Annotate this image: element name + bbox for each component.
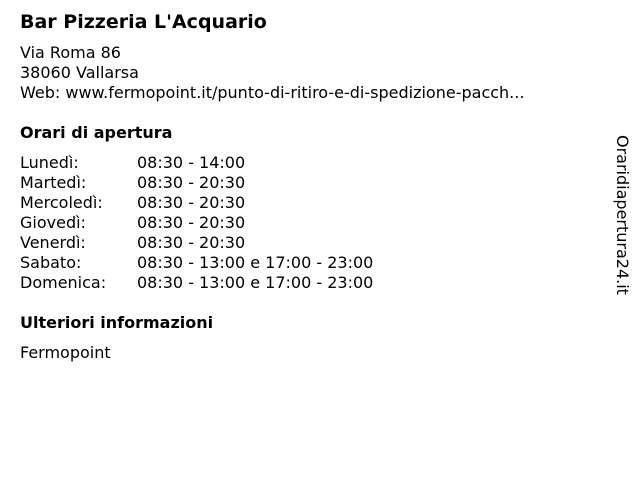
hours-row [20,193,373,213]
time-range: 08:30 - 20:30 [137,213,246,232]
time-range: 08:30 - 20:30 [137,233,246,252]
time-range: 08:30 - 14:00 [137,153,246,172]
hours-row [20,253,373,273]
day-label: Giovedì: [20,213,86,232]
hours-row [20,173,373,193]
day-label: Lunedì: [20,153,79,172]
site-brand-label: Oraridiapertura24.it [613,135,632,295]
time-range: 08:30 - 20:30 [137,193,246,212]
day-label: Venerdì: [20,233,86,252]
business-name: Bar Pizzeria L'Acquario [20,11,267,33]
day-label: Sabato: [20,253,82,272]
day-label: Martedì: [20,173,87,192]
time-range: 08:30 - 20:30 [137,173,246,192]
day-label: Mercoledì: [20,193,103,212]
hours-row [20,233,373,253]
time-range: 08:30 - 13:00 e 17:00 - 23:00 [137,273,374,292]
opening-hours-heading: Orari di apertura [20,123,173,142]
opening-hours-table [20,153,373,293]
hours-row [20,213,373,233]
street-address: Via Roma 86 [20,43,121,62]
more-info-text: Fermopoint [20,343,111,362]
time-range: 08:30 - 13:00 e 17:00 - 23:00 [137,253,374,272]
business-card [20,10,600,363]
day-label: Domenica: [20,273,107,292]
hours-row [20,153,373,173]
more-info-heading: Ulteriori informazioni [20,313,214,332]
website-link[interactable]: Web: www.fermopoint.it/punto-di-ritiro-e-di-spedizione-pacch... [20,83,525,102]
address-block [20,43,600,103]
city-address: 38060 Vallarsa [20,63,139,82]
hours-row [20,273,373,293]
